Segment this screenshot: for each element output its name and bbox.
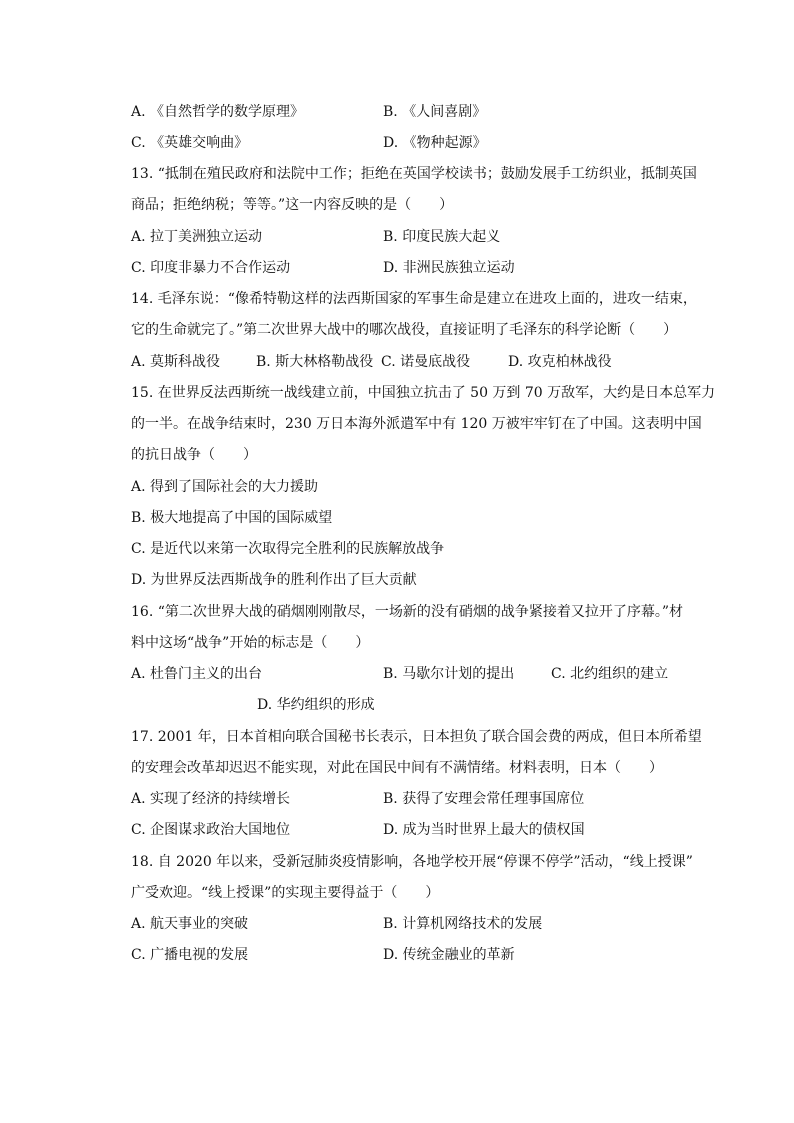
q15-option-c: C. 是近代以来第一次取得完全胜利的民族解放战争 xyxy=(131,541,445,557)
q18-option-d: D. 传统金融业的革新 xyxy=(383,947,515,963)
q15-option-d: D. 为世界反法西斯战争的胜利作出了巨大贡献 xyxy=(131,572,417,588)
q15-stem-line-3: 的抗日战争（ ） xyxy=(131,447,257,463)
q18-option-c: C. 广播电视的发展 xyxy=(131,947,249,963)
q13-stem-line-2: 商品；拒绝纳税；等等。”这一内容反映的是（ ） xyxy=(131,197,454,213)
q15-option-a: A. 得到了国际社会的大力援助 xyxy=(131,479,319,495)
q14-option-d: D. 攻克柏林战役 xyxy=(508,354,612,370)
q16-stem-line-2: 料中这场“战争”开始的标志是（ ） xyxy=(131,635,370,651)
q13-option-a: A. 拉丁美洲独立运动 xyxy=(131,229,263,245)
q12-option-c: C. 《英雄交响曲》 xyxy=(131,135,249,151)
q17-stem-line-2: 的安理会改革却迟迟不能实现，对此在国民中间有不满情绪。材料表明，日本（ ） xyxy=(131,760,663,776)
q17-option-d: D. 成为当时世界上最大的债权国 xyxy=(383,822,585,838)
q14-option-b: B. 斯大林格勒战役 xyxy=(256,354,374,370)
q12-option-b: B. 《人间喜剧》 xyxy=(383,104,487,120)
q16-option-a: A. 杜鲁门主义的出台 xyxy=(131,666,263,682)
q14-option-c: C. 诺曼底战役 xyxy=(381,354,471,370)
q17-option-b: B. 获得了安理会常任理事国席位 xyxy=(383,791,585,807)
q18-stem-line-2: 广受欢迎。“线上授课”的实现主要得益于（ ） xyxy=(131,885,440,901)
q18-stem-line-1: 18. 自 2020 年以来，受新冠肺炎疫情影响，各地学校开展“停课不停学”活动，“线上授课” xyxy=(131,854,693,870)
q16-option-b: B. 马歇尔计划的提出 xyxy=(383,666,515,682)
q13-stem-line-1: 13. “抵制在殖民政府和法院中工作；拒绝在英国学校读书；鼓励发展手工纺织业，抵制英国 xyxy=(131,166,697,182)
q14-stem-line-1: 14. 毛泽东说：“像希特勒这样的法西斯国家的军事生命是建立在进攻上面的，进攻一结束， xyxy=(131,291,697,307)
q16-option-d: D. 华约组织的形成 xyxy=(257,697,375,713)
q16-stem-line-1: 16. “第二次世界大战的硝烟刚刚散尽，一场新的没有硝烟的战争紧接着又拉开了序幕。”材 xyxy=(131,604,684,620)
q12-option-a: A. 《自然哲学的数学原理》 xyxy=(131,104,305,120)
q18-option-b: B. 计算机网络技术的发展 xyxy=(383,916,543,932)
q15-option-b: B. 极大地提高了中国的国际威望 xyxy=(131,510,333,526)
q13-option-c: C. 印度非暴力不合作运动 xyxy=(131,260,291,276)
q15-stem-line-2: 的一半。在战争结束时，230 万日本海外派遣军中有 120 万被牢牢钉在了中国。这表明中国 xyxy=(131,416,702,432)
q13-option-b: B. 印度民族大起义 xyxy=(383,229,501,245)
q14-stem-line-2: 它的生命就完了。”第二次世界大战中的哪次战役，直接证明了毛泽东的科学论断（ ） xyxy=(131,322,678,338)
q17-option-a: A. 实现了经济的持续增长 xyxy=(131,791,291,807)
q12-option-d: D. 《物种起源》 xyxy=(383,135,487,151)
q18-option-a: A. 航天事业的突破 xyxy=(131,916,249,932)
q16-option-c: C. 北约组织的建立 xyxy=(551,666,669,682)
q15-stem-line-1: 15. 在世界反法西斯统一战线建立前，中国独立抗击了 50 万到 70 万敌军，大约是日本总军力 xyxy=(131,385,716,401)
q17-option-c: C. 企图谋求政治大国地位 xyxy=(131,822,291,838)
q14-option-a: A. 莫斯科战役 xyxy=(131,354,221,370)
q17-stem-line-1: 17. 2001 年，日本首相向联合国秘书长表示，日本担负了联合国会费的两成，但日本所希望 xyxy=(131,729,702,745)
q13-option-d: D. 非洲民族独立运动 xyxy=(383,260,515,276)
